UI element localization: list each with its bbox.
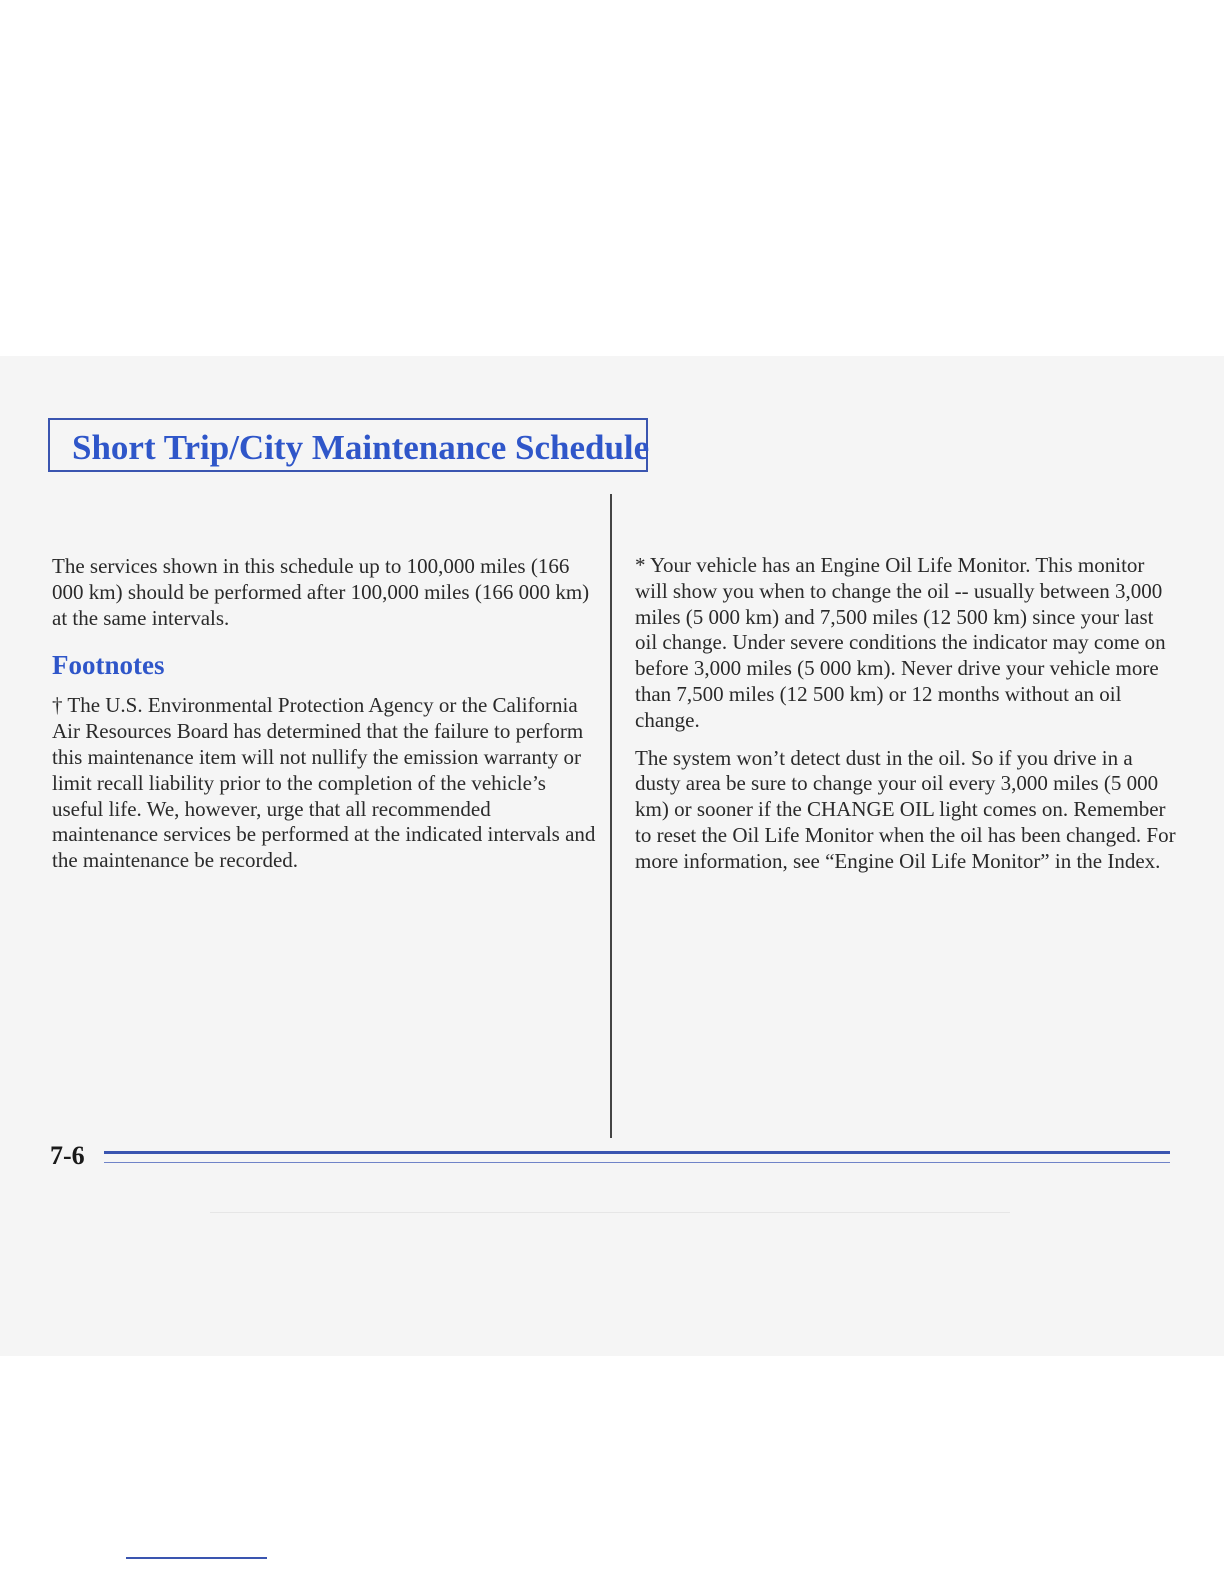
scan-faint-line xyxy=(210,1212,1010,1213)
page-title: Short Trip/City Maintenance Schedule xyxy=(72,428,650,467)
left-column xyxy=(52,554,597,874)
section-title-box xyxy=(48,418,648,472)
footnote-dagger-paragraph: † The U.S. Environmental Protection Agency or the California Air Resources Board has determined that the failure to perform this maintenance item will not nullify the emission warranty or limit recall liability prior to the completion of the vehicle’s useful life. We, however, urge that all recommended maintenance services be performed at the indicated intervals and the maintenance be recorded. xyxy=(52,693,596,873)
footer-rule-thick xyxy=(104,1151,1170,1154)
column-divider xyxy=(610,494,612,1138)
right-column xyxy=(635,553,1180,875)
bottom-edge-bar xyxy=(126,1557,267,1559)
footnotes-heading: Footnotes xyxy=(52,650,165,681)
footer-rule-thin xyxy=(104,1162,1170,1163)
dust-note-paragraph: The system won’t detect dust in the oil. So if you drive in a dusty area be sure to change your oil every 3,000 miles (5 000 km) or sooner if the CHANGE OIL light comes on. Remember to reset the Oil Life Monitor when the oil has been changed. For more information, see “Engine Oil Life Monitor” in the Index. xyxy=(635,745,1176,873)
page-number: 7-6 xyxy=(50,1141,85,1170)
intro-paragraph: The services shown in this schedule up to 100,000 miles (166 000 km) should be performed after 100,000 miles (166 000 km) at the same intervals. xyxy=(52,554,590,630)
oil-monitor-paragraph: * Your vehicle has an Engine Oil Life Monitor. This monitor will show you when to change the oil -- usually between 3,000 miles (5 000 km) and 7,500 miles (12 500 km) since your last oil change. Under severe conditions the indicator may come on before 3,000 miles (5 000 km). Never drive your vehicle more than 7,500 miles (12 500 km) or 12 months without an oil change. xyxy=(635,553,1166,732)
